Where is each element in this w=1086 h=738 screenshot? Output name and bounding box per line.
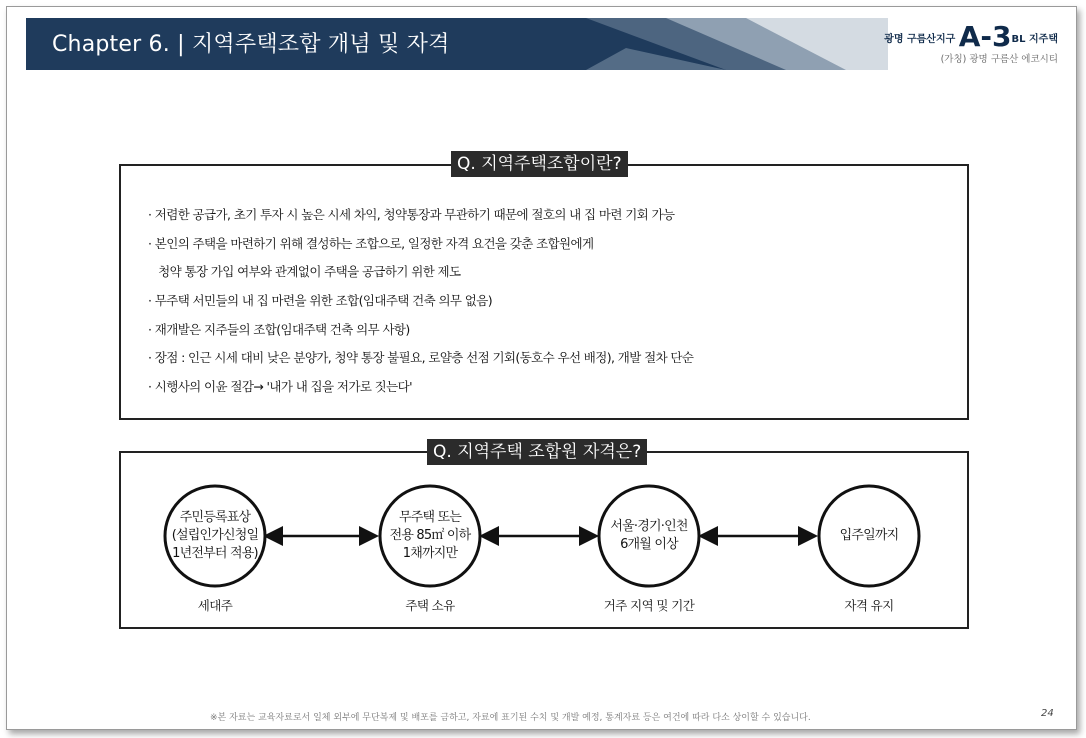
step-residence-text: 서울·경기·인천 6개월 이상 xyxy=(610,519,688,552)
step-label-residence: 거주 지역 및 기간 xyxy=(603,598,695,613)
step-maintain-text: 입주일까지 xyxy=(839,528,899,543)
footer-disclaimer: ※본 자료는 교육자료로서 일체 외부에 무단복제 및 배포를 금하고, 자료에 표기된 수치 및 개발 예정, 통계자료 등은 여건에 따라 다소 상이할 수 있습니다. xyxy=(210,713,811,723)
definition-title: Q. 지역주택조합이란? xyxy=(451,151,628,177)
qualification-title: Q. 지역주택 조합원 자격은? xyxy=(427,439,647,465)
list-item: · 장점 : 인근 시세 대비 낮은 분양가, 청약 통장 불필요, 로얄층 선점 기회(동호수 우선 배정), 개발 절차 단순 xyxy=(148,350,694,366)
step-housing-text: 무주택 또는 전용 85㎡ 이하 1채까지만 xyxy=(389,510,471,561)
brand-bl: BL 지주택 xyxy=(1011,34,1058,45)
list-item: · 저렴한 공급가, 초기 투자 시 높은 시세 차익, 청약통장과 무관하기 때문에 절호의 내 집 마련 기회 가능 xyxy=(148,207,675,222)
list-item: · 무주택 서민들의 내 집 마련을 위한 조합(임대주택 건축 의무 없음) xyxy=(148,293,493,309)
step-householder-text: 주민등록표상 (설립인가신청일 1년전부터 적용) xyxy=(171,510,259,561)
brand-code: A-3 xyxy=(958,20,1012,53)
brand-name: (가칭) 광명 구름산 에코시티 xyxy=(940,54,1058,65)
list-item: 청약 통장 가입 여부와 관계없이 주택을 공급하기 위한 제도 xyxy=(148,264,461,280)
list-item: · 재개발은 지주들의 조합(임대주택 건축 의무 사항) xyxy=(148,321,410,337)
chapter-title: Chapter 6. | 지역주택조합 개념 및 자격 xyxy=(52,32,450,57)
step-label-householder: 세대주 xyxy=(197,598,233,613)
page-number: 24 xyxy=(1041,708,1054,719)
list-item: · 본인의 주택을 마련하기 위해 결성하는 조합으로, 일정한 자격 요건을 갖춘 조합원에게 xyxy=(148,235,594,251)
step-label-housing: 주택 소유 xyxy=(405,598,455,613)
brand-location: 광명 구름산지구 xyxy=(884,34,956,45)
list-item: · 시행사의 이윤 절감→ '내가 내 집을 저가로 짓는다' xyxy=(148,379,412,395)
step-label-maintain: 자격 유지 xyxy=(844,598,894,613)
